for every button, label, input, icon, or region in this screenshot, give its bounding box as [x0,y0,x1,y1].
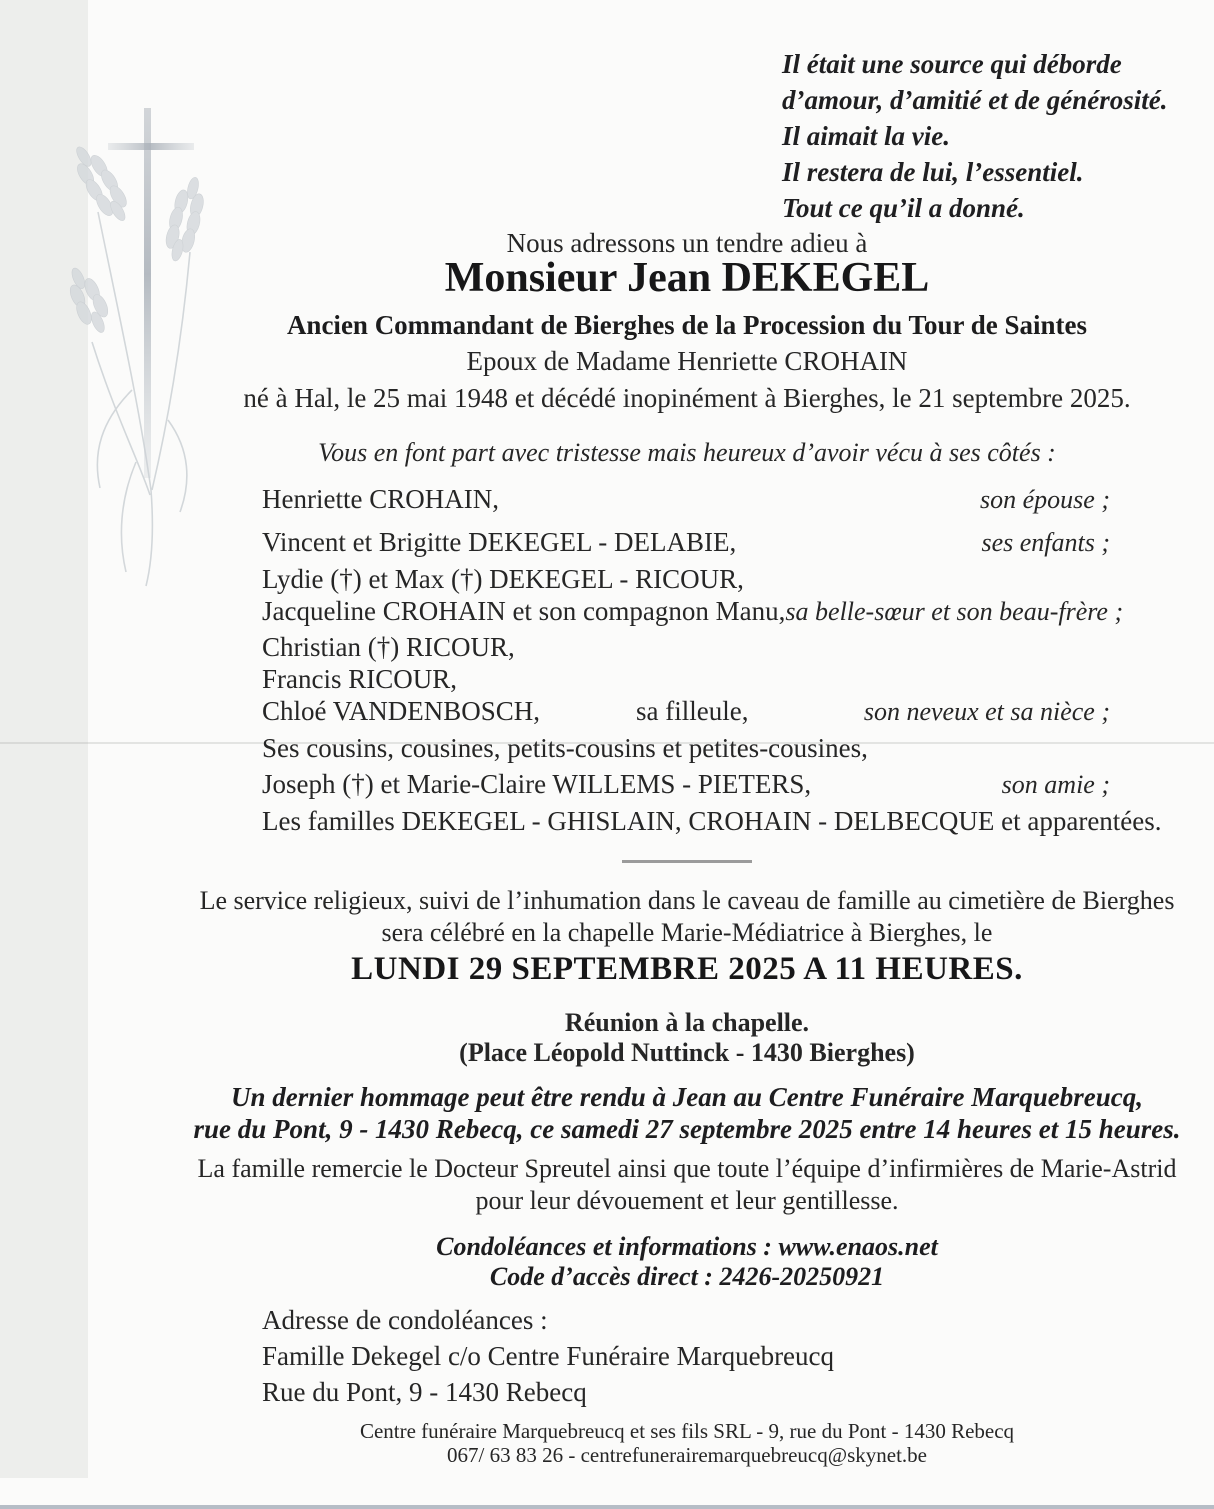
deceased-life-line: né à Hal, le 25 mai 1948 et décédé inopinément à Bierghes, le 21 septembre 2025. [243,383,1131,413]
announcement-line: Vous en font part avec tristesse mais heureux d’avoir vécu à ses côtés : [318,438,1056,467]
family-row [262,664,1110,695]
funeral-home-footer-line: Centre funéraire Marquebreucq et ses fils SRL - 9, rue du Pont - 1430 Rebecq [359,1419,1015,1443]
family-relation: ses enfants ; [981,528,1110,557]
meeting-place-line: (Place Léopold Nuttinck - 1430 Bierghes) [459,1038,915,1067]
family-member-name: Joseph (†) et Marie-Claire WILLEMS - PIETERS, [262,769,812,799]
family-row [262,527,1110,558]
deceased-spouse-line: Epoux de Madame Henriette CROHAIN [466,346,908,376]
family-member-name: Ses cousins, cousines, petits-cousins et petites-cousines, [262,733,868,763]
epigraph-line: Il était une source qui déborde [782,49,1122,79]
meeting-line: Réunion à la chapelle. [564,1008,810,1037]
family-row [262,564,1110,595]
family-relation: son amie ; [1001,770,1110,799]
family-row [262,596,1124,627]
family-member-name: Vincent et Brigitte DEKEGEL - DELABIE, [262,527,737,557]
service-line: Le service religieux, suivi de l’inhumation dans le caveau de famille au cimetière de Bierghes [199,886,1175,915]
family-relation: sa belle-sœur et son beau-frère ; [785,597,1124,626]
deceased-name: Monsieur Jean DEKEGEL [444,255,930,301]
family-row [262,769,1110,800]
epigraph [782,46,1167,226]
service-line: sera célébré en la chapelle Marie-Médiatrice à Bierghes, le [381,918,993,947]
deceased-title: Ancien Commandant de Bierghes de la Procession du Tour de Saintes [286,310,1088,340]
family-relation: son neveux et sa nièce ; [863,697,1110,726]
intro-line: Nous adressons un tendre adieu à [506,228,868,258]
online-condolences-line: Condoléances et informations : www.enaos.net [436,1232,938,1261]
family-member-note: sa filleule, [636,696,749,726]
family-member-name: Francis RICOUR, [262,664,457,694]
family-member-name: Jacqueline CROHAIN et son compagnon Manu, [262,596,786,626]
family-row [262,484,1110,515]
homage-line: rue du Pont, 9 - 1430 Rebecq, ce samedi 27 septembre 2025 entre 14 heures et 15 heures. [193,1114,1181,1144]
epigraph-line: Tout ce qu’il a donné. [782,193,1025,223]
section-divider [622,860,752,863]
family-member-name: Henriette CROHAIN, [262,484,499,514]
family-relation: son épouse ; [980,485,1110,514]
scan-bottom-edge [0,1505,1214,1509]
thanks-line: La famille remercie le Docteur Spreutel ainsi que toute l’équipe d’infirmières de Marie-Astrid [197,1154,1177,1183]
thanks-line: pour leur dévouement et leur gentillesse. [475,1186,899,1215]
family-row [262,733,1110,764]
family-row [262,632,1110,663]
epigraph-line: Il restera de lui, l’essentiel. [782,157,1084,187]
online-access-code-line: Code d’accès direct : 2426-20250921 [489,1262,885,1291]
wheat-icon [92,212,190,586]
homage-line: Un dernier hommage peut être rendu à Jean au Centre Funéraire Marquebreucq, [230,1082,1144,1112]
condolence-address-label: Adresse de condoléances : [262,1305,548,1335]
family-member-name: Christian (†) RICOUR, [262,632,515,662]
condolence-address-line: Famille Dekegel c/o Centre Funéraire Marquebreucq [262,1341,835,1371]
family-row [262,696,1110,727]
funeral-home-contact-line: 067/ 63 83 26 - centrefunerairemarquebreucq@skynet.be [447,1443,927,1467]
epigraph-line: d’amour, d’amitié et de générosité. [782,85,1168,115]
family-row [262,806,1162,837]
epigraph-line: Il aimait la vie. [782,121,950,151]
family-member-name: Lydie (†) et Max (†) DEKEGEL - RICOUR, [262,564,744,594]
condolence-address-line: Rue du Pont, 9 - 1430 Rebecq [262,1377,587,1407]
family-member-name: Chloé VANDENBOSCH, [262,696,541,726]
service-date-line: LUNDI 29 SEPTEMBRE 2025 A 11 HEURES. [351,951,1023,987]
family-member-name: Les familles DEKEGEL - GHISLAIN, CROHAIN - DELBECQUE et apparentées. [262,806,1162,836]
